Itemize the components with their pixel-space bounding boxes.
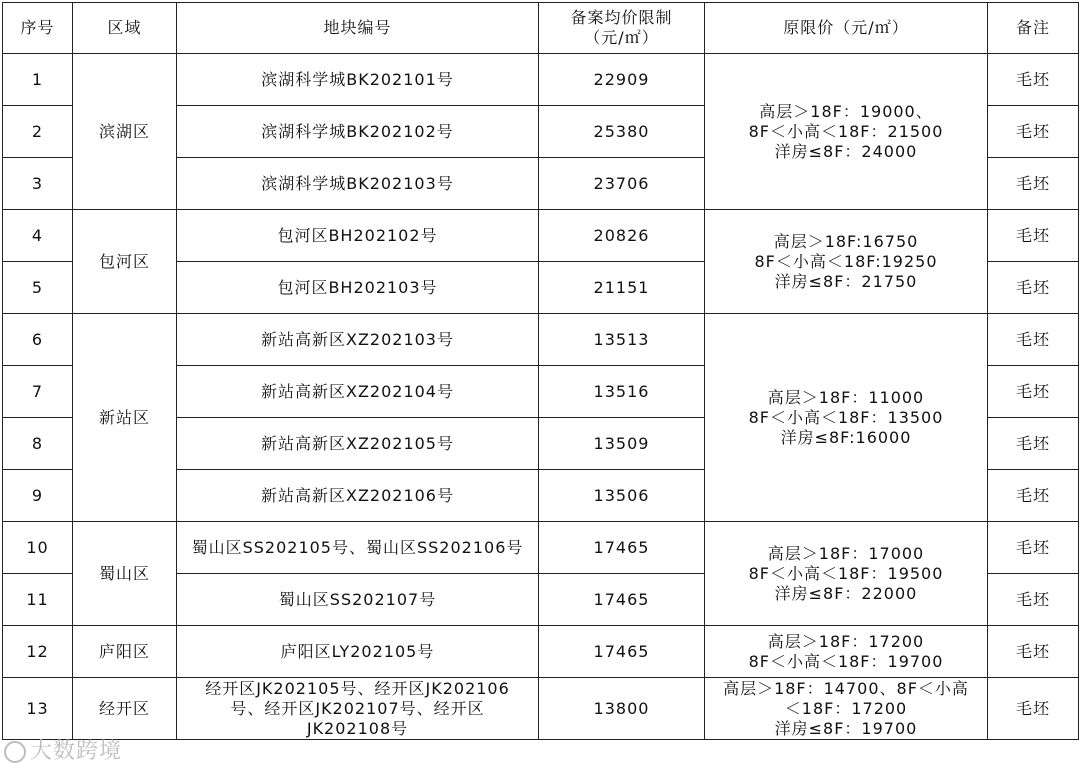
cell-price: 17465 xyxy=(539,522,705,574)
cell-note: 毛坯 xyxy=(988,54,1079,106)
cell-price: 13509 xyxy=(539,418,705,470)
limit-line: ＜18F：17200 xyxy=(784,698,908,718)
cell-price: 17465 xyxy=(539,626,705,678)
cell-note: 毛坯 xyxy=(988,106,1079,158)
cell-orig-limit xyxy=(705,626,988,678)
cell-price: 17465 xyxy=(539,574,705,626)
cell-seq: 8 xyxy=(3,418,73,470)
cell-plot: 滨湖科学城BK202102号 xyxy=(177,106,539,158)
cell-note: 毛坯 xyxy=(988,574,1079,626)
cell-price: 20826 xyxy=(539,210,705,262)
cell-plot: 蜀山区SS202107号 xyxy=(177,574,539,626)
cell-area: 庐阳区 xyxy=(73,626,177,678)
header-plot: 地块编号 xyxy=(177,3,539,54)
header-price-line2: （元/㎡） xyxy=(584,28,659,47)
limit-line: 高层＞18F：14700、8F＜小高 xyxy=(723,678,969,698)
limit-line: 8F＜小高＜18F：19700 xyxy=(748,651,944,671)
limit-line: 8F＜小高＜18F：21500 xyxy=(748,121,944,141)
cell-plot: 滨湖科学城BK202101号 xyxy=(177,54,539,106)
cell-price: 13513 xyxy=(539,314,705,366)
cell-orig-limit xyxy=(705,210,988,314)
limit-line: 高层＞18F：19000、 xyxy=(759,101,933,121)
cell-seq: 1 xyxy=(3,54,73,106)
cell-plot: 包河区BH202103号 xyxy=(177,262,539,314)
cell-area: 新站区 xyxy=(73,314,177,522)
cell-seq: 11 xyxy=(3,574,73,626)
cell-seq: 10 xyxy=(3,522,73,574)
limit-line: 高层＞18F:16750 xyxy=(773,231,919,251)
limit-line: 洋房≤8F：22000 xyxy=(774,583,918,603)
cell-price: 21151 xyxy=(539,262,705,314)
limit-line: 8F＜小高＜18F:19250 xyxy=(754,251,938,271)
limit-line: 高层＞18F：17200 xyxy=(767,631,925,651)
cell-note: 毛坯 xyxy=(988,314,1079,366)
watermark xyxy=(4,734,122,765)
cell-note: 毛坯 xyxy=(988,158,1079,210)
cell-note: 毛坯 xyxy=(988,366,1079,418)
cell-seq: 2 xyxy=(3,106,73,158)
cell-note: 毛坯 xyxy=(988,522,1079,574)
limit-line: 8F＜小高＜18F：19500 xyxy=(748,563,944,583)
cell-orig-limit xyxy=(705,314,988,522)
table-row xyxy=(3,522,1079,574)
cell-plot: 经开区JK202105号、经开区JK202106号、经开区JK202107号、经开区JK202108号 xyxy=(177,678,539,740)
cell-note: 毛坯 xyxy=(988,470,1079,522)
limit-line: 洋房≤8F：19700 xyxy=(774,718,918,738)
cell-seq: 7 xyxy=(3,366,73,418)
cell-area: 包河区 xyxy=(73,210,177,314)
cell-seq: 6 xyxy=(3,314,73,366)
header-seq: 序号 xyxy=(3,3,73,54)
watermark-text: 大数跨境 xyxy=(30,739,123,764)
table-row xyxy=(3,626,1079,678)
cell-note: 毛坯 xyxy=(988,262,1079,314)
cell-price: 13800 xyxy=(539,678,705,740)
cell-orig-limit xyxy=(705,54,988,210)
cell-price: 23706 xyxy=(539,158,705,210)
cell-plot: 新站高新区XZ202106号 xyxy=(177,470,539,522)
limit-line: 洋房≤8F:16000 xyxy=(780,427,912,447)
watermark-logo-icon xyxy=(4,741,26,763)
cell-seq: 5 xyxy=(3,262,73,314)
cell-note: 毛坯 xyxy=(988,678,1079,740)
cell-price: 13506 xyxy=(539,470,705,522)
header-price-line1: 备案均价限制 xyxy=(570,8,673,27)
table-row xyxy=(3,54,1079,106)
cell-seq: 12 xyxy=(3,626,73,678)
table-row xyxy=(3,314,1079,366)
header-orig-limit: 原限价（元/㎡） xyxy=(705,3,988,54)
cell-plot: 滨湖科学城BK202103号 xyxy=(177,158,539,210)
cell-area: 经开区 xyxy=(73,678,177,740)
price-limit-table xyxy=(2,2,1079,740)
cell-orig-limit xyxy=(705,678,988,740)
limit-line: 洋房≤8F：21750 xyxy=(774,271,918,291)
header-area: 区域 xyxy=(73,3,177,54)
cell-area: 滨湖区 xyxy=(73,54,177,210)
cell-plot: 新站高新区XZ202104号 xyxy=(177,366,539,418)
cell-plot: 蜀山区SS202105号、蜀山区SS202106号 xyxy=(177,522,539,574)
cell-note: 毛坯 xyxy=(988,418,1079,470)
cell-note: 毛坯 xyxy=(988,210,1079,262)
cell-plot: 包河区BH202102号 xyxy=(177,210,539,262)
table-header-row xyxy=(3,3,1079,54)
header-note: 备注 xyxy=(988,3,1079,54)
cell-price: 25380 xyxy=(539,106,705,158)
cell-plot: 庐阳区LY202105号 xyxy=(177,626,539,678)
cell-price: 13516 xyxy=(539,366,705,418)
cell-price: 22909 xyxy=(539,54,705,106)
limit-line: 高层＞18F：11000 xyxy=(767,387,925,407)
cell-seq: 9 xyxy=(3,470,73,522)
header-price xyxy=(539,3,705,54)
table-row xyxy=(3,210,1079,262)
cell-note: 毛坯 xyxy=(988,626,1079,678)
cell-seq: 13 xyxy=(3,678,73,740)
cell-area: 蜀山区 xyxy=(73,522,177,626)
cell-seq: 4 xyxy=(3,210,73,262)
table-row xyxy=(3,678,1079,740)
cell-plot: 新站高新区XZ202103号 xyxy=(177,314,539,366)
limit-line: 洋房≤8F：24000 xyxy=(774,141,918,161)
cell-seq: 3 xyxy=(3,158,73,210)
cell-orig-limit xyxy=(705,522,988,626)
cell-plot: 新站高新区XZ202105号 xyxy=(177,418,539,470)
limit-line: 高层＞18F：17000 xyxy=(767,543,925,563)
limit-line: 8F＜小高＜18F：13500 xyxy=(748,407,944,427)
